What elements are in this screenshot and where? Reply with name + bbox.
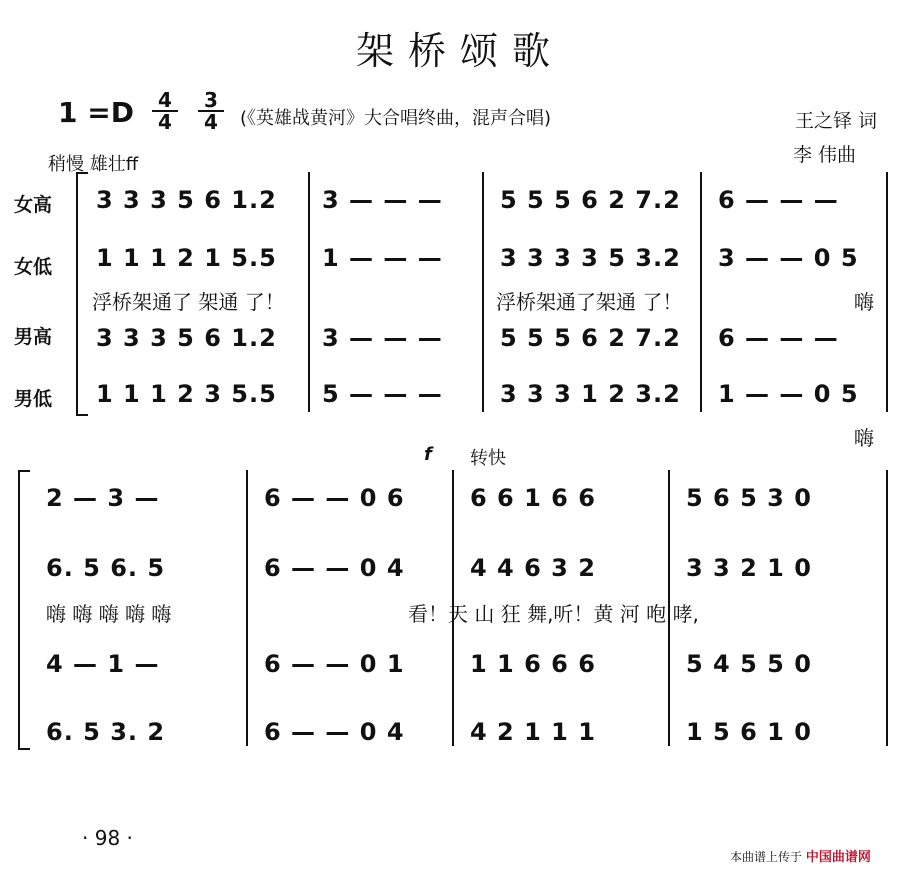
voice-label-alto: 女低 — [14, 256, 53, 278]
lyric-line: 浮桥架通了 架通 了！ — [92, 290, 285, 314]
alto-measure: 3 3 2 1 0 — [686, 554, 812, 582]
soprano-measure: 6 — — — — [718, 186, 839, 214]
barline — [308, 172, 310, 412]
voice-label-bass: 男低 — [14, 388, 53, 410]
time-signature-4-4 — [152, 90, 178, 132]
tenor-measure: 1 1 6 6 6 — [470, 650, 596, 678]
page-title: 架桥颂歌 — [355, 29, 564, 73]
alto-measure: 3 — — 0 5 — [718, 244, 859, 272]
soprano-measure: 2 — 3 — — [46, 484, 160, 512]
barline — [886, 172, 888, 412]
tenor-measure: 3 3 3 5 6 1.2 — [96, 324, 277, 352]
time-sig-top: 3 — [198, 90, 224, 112]
bass-measure: 6. 5 3. 2 — [46, 718, 166, 746]
barline — [482, 172, 484, 412]
key-signature: 1 =D — [58, 96, 134, 129]
tenor-measure: 6 — — 0 1 — [264, 650, 405, 678]
time-signature-3-4 — [198, 90, 224, 132]
bass-measure: 6 — — 0 4 — [264, 718, 405, 746]
bass-measure: 5 — — — — [322, 380, 443, 408]
bass-measure: 1 5 6 1 0 — [686, 718, 812, 746]
time-sig-bottom: 4 — [204, 110, 218, 134]
system2-bracket — [18, 470, 30, 750]
tenor-measure: 5 4 5 5 0 — [686, 650, 812, 678]
time-sig-bottom: 4 — [158, 110, 172, 134]
lyricist-credit: 王之铎 词 — [795, 110, 878, 132]
bass-measure: 4 2 1 1 1 — [470, 718, 596, 746]
soprano-measure: 5 6 5 3 0 — [686, 484, 812, 512]
alto-measure: 6 — — 0 4 — [264, 554, 405, 582]
tenor-measure: 4 — 1 — — [46, 650, 160, 678]
soprano-measure: 3 3 3 5 6 1.2 — [96, 186, 277, 214]
alto-measure: 6. 5 6. 5 — [46, 554, 166, 582]
soprano-measure: 6 6 1 6 6 — [470, 484, 596, 512]
dynamic-mark: f — [424, 444, 432, 465]
alto-measure: 3 3 3 3 5 3.2 — [500, 244, 681, 272]
alto-measure: 1 — — — — [322, 244, 443, 272]
lyric-line: 嗨 — [854, 426, 874, 450]
alto-measure: 4 4 6 3 2 — [470, 554, 596, 582]
footer-text: 本曲谱上传于 — [730, 850, 803, 864]
barline — [700, 172, 702, 412]
voice-label-tenor: 男高 — [14, 326, 53, 348]
lyric-line: 嗨 — [854, 290, 874, 314]
lyric-line: 浮桥架通了架通 了！ — [496, 290, 683, 314]
bass-measure: 1 — — 0 5 — [718, 380, 859, 408]
tenor-measure: 3 — — — — [322, 324, 443, 352]
footer-brand: 中国曲谱网 — [805, 850, 871, 865]
voice-label-soprano: 女高 — [14, 194, 53, 216]
soprano-measure: 5 5 5 6 2 7.2 — [500, 186, 681, 214]
time-sig-top: 4 — [152, 90, 178, 112]
alto-measure: 1 1 1 2 1 5.5 — [96, 244, 277, 272]
composer-credit: 李 伟曲 — [793, 144, 857, 166]
lyric-line: 嗨 嗨 嗨 嗨 嗨 — [46, 602, 172, 626]
bass-measure: 3 3 3 1 2 3.2 — [500, 380, 681, 408]
tempo-marking: 稍慢 雄壮ff — [48, 154, 139, 175]
page-number: · 98 · — [82, 826, 133, 850]
subtitle: (《英雄战黄河》大合唱终曲，混声合唱) — [240, 108, 552, 129]
lyric-line: 看！天 山 狂 舞,听！黄 河 咆 哮, — [408, 602, 699, 626]
tenor-measure: 5 5 5 6 2 7.2 — [500, 324, 681, 352]
system1-bracket — [76, 172, 88, 416]
tempo-change: 转快 — [470, 448, 506, 469]
soprano-measure: 6 — — 0 6 — [264, 484, 405, 512]
barline — [246, 470, 248, 746]
barline — [886, 470, 888, 746]
soprano-measure: 3 — — — — [322, 186, 443, 214]
bass-measure: 1 1 1 2 3 5.5 — [96, 380, 277, 408]
footer-watermark — [730, 846, 871, 865]
tenor-measure: 6 — — — — [718, 324, 839, 352]
